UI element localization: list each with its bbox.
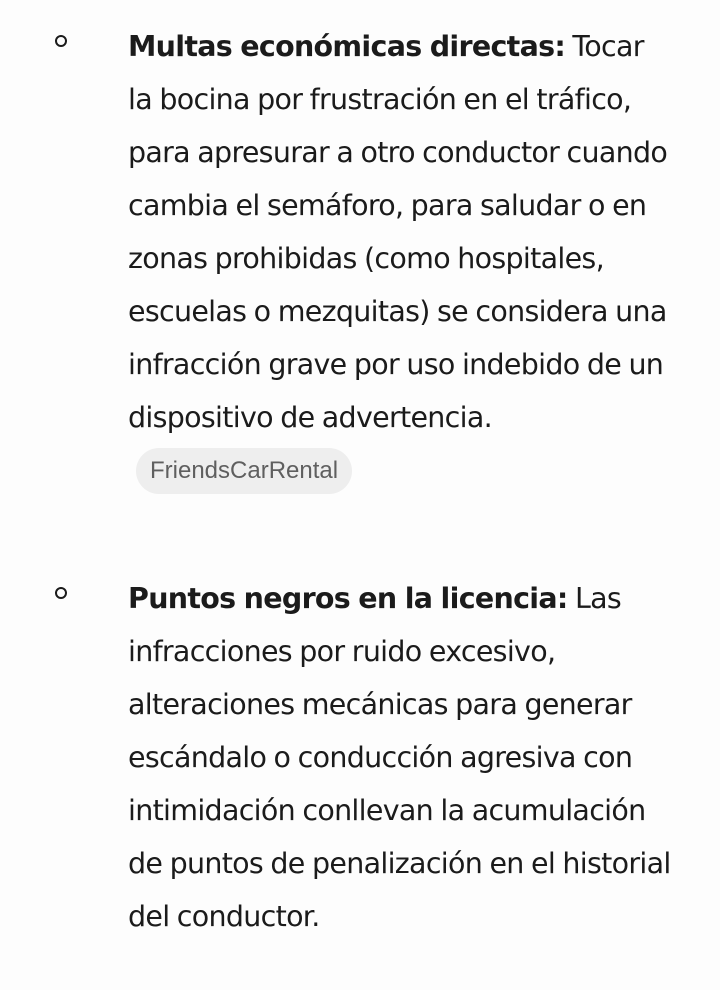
list-item-body: Las infracciones por ruido excesivo, alteraciones mecánicas para generar escándalo o conducción agresiva con intimidación conllevan la acumulación de puntos de penalización en el historial del conductor. [128,582,671,933]
source-chip[interactable]: FriendsCarRental [136,448,352,494]
list-item-text [128,20,673,497]
list-item-title: Puntos negros en la licencia: [128,582,568,615]
list-item-body: Tocar la bocina por frustración en el tráfico, para apresurar a otro conductor cuando cambia el semáforo, para saludar o en zonas prohibidas (como hospitales, escuelas o mezquitas) se considera una infracción grave por uso indebido de un dispositivo de advertencia. [128,30,668,434]
list-item-text [128,572,673,943]
list-item-title: Multas económicas directas: [128,30,566,63]
hollow-bullet-icon [55,587,67,599]
hollow-bullet-icon [55,35,67,47]
